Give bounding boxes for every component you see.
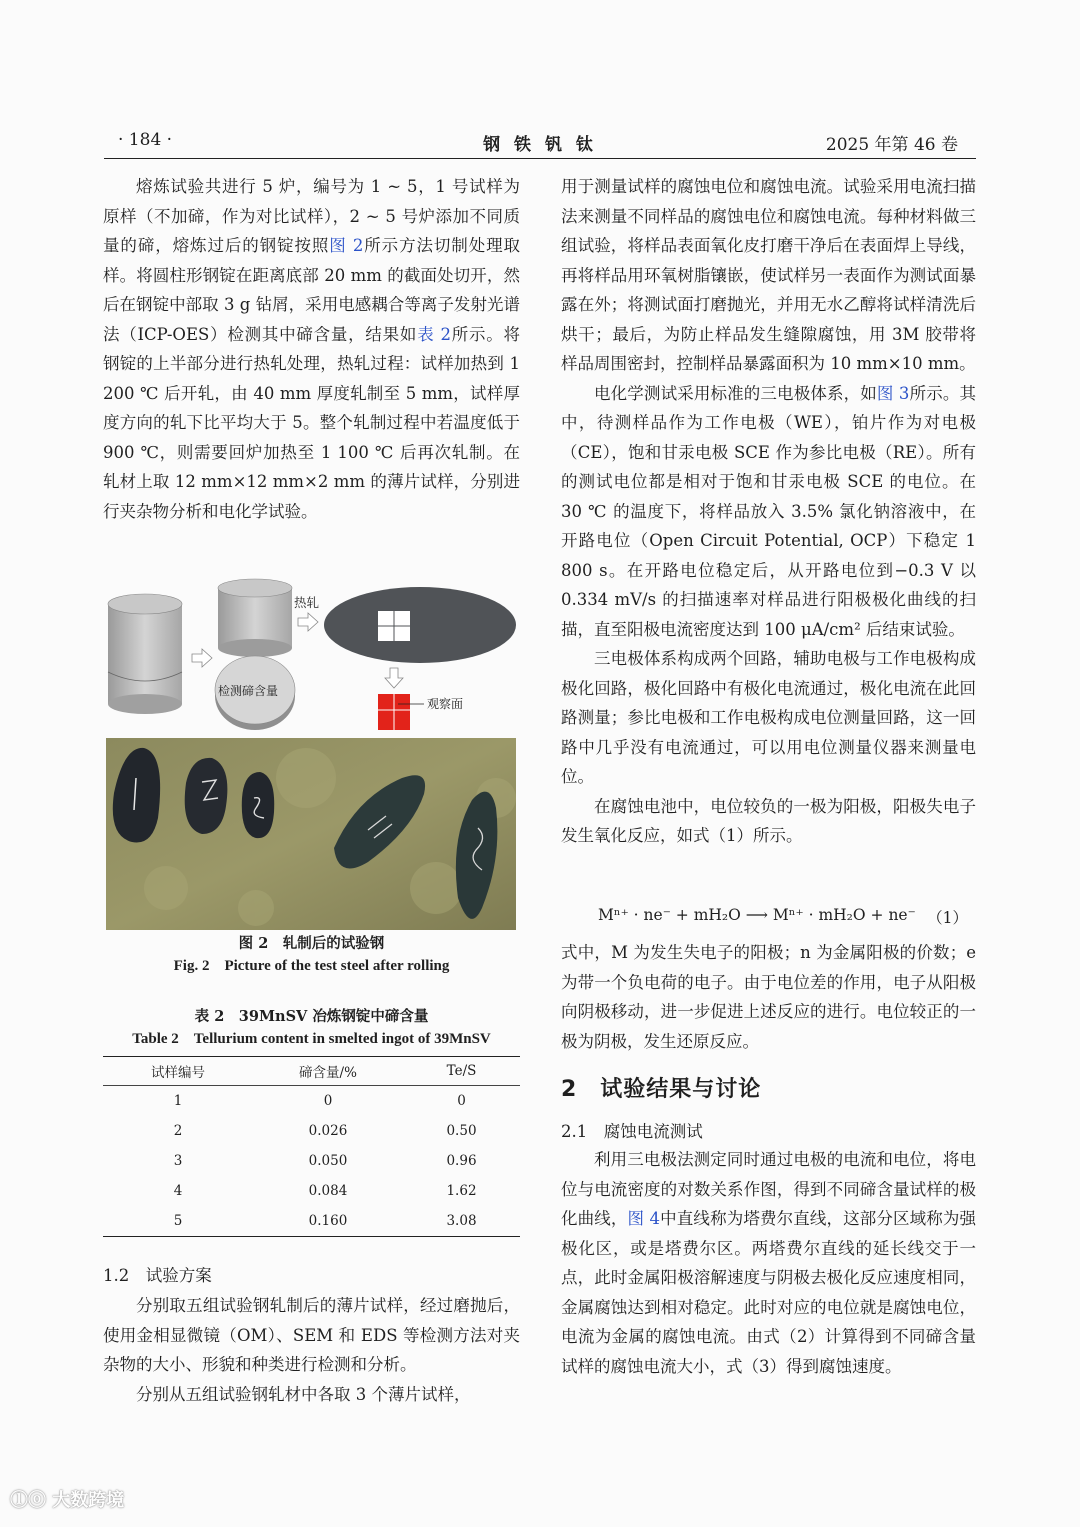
arrow-down-icon (385, 668, 403, 688)
observation-surface-label: 观察面 (427, 697, 464, 711)
figure-2-caption-en: Fig. 2 Picture of the test steel after rolling (173, 958, 450, 974)
table-row: 4 0.084 1.62 (173, 1183, 477, 1199)
right-column-text (561, 172, 976, 851)
arrow-right-icon (192, 649, 212, 667)
right-paragraph-6: 利用三电极法测定同时通过电极的电流和电位，将电位与电流密度的对数关系作图，得到不同碲含量试样的极化曲线，图 4中直线称为塔费尔直线，这部分区域称为强极化区，或是塔费尔区。两塔费尔直线的延长线交于一点，此时金属阳极溶解速度与阴极去极化反应速度相同，金属腐蚀达到相对稳定。此时对应的电位就是腐蚀电位，电流为金属的腐蚀电流。由式（2）计算得到不同碲含量试样的腐蚀电流大小，式（3）得到腐蚀速度。 (561, 1150, 977, 1376)
section-1-2-heading: 1.2 试验方案 (103, 1266, 212, 1285)
right-paragraph-3: 三电极体系构成两个回路，辅助电极与工作电极构成极化回路，极化回路中有极化电流通过，极化电流在此回路测量；参比电极和工作电极构成电位测量回路，这一回路中几乎没有电流通过，可以用电位测量仪器来测量电位。 (561, 649, 976, 786)
equation-1-number: （1） (927, 909, 968, 927)
ingot-cylinder (108, 594, 182, 714)
table-2-caption-en: Table 2 Tellurium content in smelted ingot of 39MnSV (132, 1031, 491, 1047)
header-te-s: Te/S (446, 1063, 477, 1079)
journal-title: 钢 铁 钒 钛 (483, 135, 597, 155)
table-header-row (103, 1057, 520, 1086)
left-paragraph-2: 分别取五组试验钢轧制后的薄片试样，经过磨抛后，使用金相显微镜（OM）、SEM 和 EDS 等检测方法对夹杂物的大小、形貌和种类进行检测和分析。 分别从五组试验钢轧材中各取 3 个薄片试样， (103, 1296, 520, 1404)
right-paragraph-1: 用于测量试样的腐蚀电位和腐蚀电流。试验采用电流扫描法来测量不同样品的腐蚀电位和腐蚀电流。每种材料做三组试验，将样品表面氧化皮打磨干净后在表面焊上导线，再将样品用环氧树脂镶嵌，使试样另一表面作为测试面暴露在外；将测试面打磨抛光，并用无水乙醇将试样清洗后烘干；最后，为防止样品发生缝隙腐蚀，用 3M 胶带将样品周围密封，控制样品暴露面积为 10 mm×10 mm。 (561, 177, 976, 373)
right-paragraph-2: 电化学测试采用标准的三电极体系，如图 3所示。其中，待测样品作为工作电极（WE），铂片作为对电极（CE），饱和甘汞电极 SCE 作为参比电极（RE）。所有的测试电位都是相对于饱和甘汞电极 SCE 的电位。在 30 ℃ 的温度下，将样品放入 3.5% 氯化钠溶液中，在开路电位（Open Circuit Potential, OCP）下稳定 1 800 s。在开路电位稳定后，从开路电位到−0.3 V 以 0.334 mV/s 的扫描速率对样品进行阳极极化曲线的扫描，直至阳极电流密度达到 100 μA/cm² 后结束试验。 (561, 383, 977, 639)
right-paragraph-5: 式中，M 为发生失电子的阳极；n 为金属阳极的价数；e 为带一个负电荷的电子。由于电位差的作用，电子从阳极向阴极移动，进一步促进上述反应的进行。电位较正的一极为阴极，发生还原反应。 (561, 943, 976, 1051)
header-te-content: 碲含量/% (299, 1065, 357, 1081)
section-2-1-heading: 2.1 腐蚀电流测试 (561, 1122, 703, 1141)
table-2-caption-cn: 表 2 39MnSV 冶炼钢锭中碲含量 (194, 1008, 429, 1025)
observation-sample (378, 694, 424, 730)
hot-rolling-label: 热轧 (294, 595, 320, 610)
equation-1 (598, 906, 976, 927)
header-sample-no: 试样编号 (151, 1065, 205, 1081)
equation-1-body: Mⁿ⁺ · ne⁻ + mH₂O ⟶ Mⁿ⁺ · mH₂O + ne⁻ (598, 906, 916, 924)
tellurium-table (103, 1056, 520, 1237)
sample-piece-2 (185, 758, 228, 834)
upper-half-cylinder (218, 579, 292, 657)
table-row: 2 0.026 0.50 (173, 1123, 477, 1139)
table-row: 3 0.050 0.96 (173, 1153, 477, 1169)
table-row: 1 0 0 (173, 1093, 466, 1109)
figure-2-link[interactable]: 图 2 (329, 236, 364, 255)
detect-tellurium-label: 检测碲含量 (218, 684, 279, 698)
rolled-plate (324, 587, 516, 663)
arrow-right-icon (298, 613, 318, 631)
right-paragraph-4: 在腐蚀电池中，电位较负的一极为阳极，阳极失电子发生氧化反应，如式（1）所示。 (561, 796, 976, 845)
figure-4-link[interactable]: 图 4 (627, 1209, 661, 1228)
rolling-diagram (106, 578, 516, 738)
table-row: 5 0.160 3.08 (173, 1213, 477, 1229)
watermark-logo-icon: ⓛⓞ (10, 1490, 53, 1511)
sample-piece-3 (242, 772, 274, 838)
rolled-samples-photo (106, 738, 516, 930)
page-number: · 184 · (118, 130, 173, 150)
table-2-link[interactable]: 表 2 (417, 324, 451, 344)
volume-info: 2025 年第 46 卷 (825, 135, 958, 155)
left-paragraph-1: 熔炼试验共进行 5 炉，编号为 1 ~ 5，1 号试样为原样（不加碲，作为对比试样），2 ~ 5 号炉添加不同质量的碲，熔炼过后的钢锭按照图 2所示方法切制处理取样。将圆柱形钢锭在距离底部 20 mm 的截面处切开，然后在钢锭中部取 3 g 钻屑，采用电感耦合等离子发射光谱法（ICP-OES）检测其中碲含量，结果如表 2所示。将钢锭的上半部分进行热轧处理，热轧过程：试样加热到 1 200 ℃ 后开轧，由 40 mm 厚度轧制至 5 mm，试样厚度方向的轧下比平均大于 5。整个轧制过程中若温度低于 900 ℃，则需要回炉加热至 1 100 ℃ 后再次轧制。在轧材上取 12 mm×12 mm×2 mm 的薄片试样，分别进行夹杂物分析和电化学试验。 (103, 177, 521, 521)
figure-3-link[interactable]: 图 3 (876, 383, 910, 403)
running-header (104, 128, 976, 159)
watermark: ⓛⓞ 大数跨境 (10, 1490, 125, 1511)
figure-2-caption-cn: 图 2 轧制后的试验钢 (238, 935, 385, 952)
section-2-heading: 2 试验结果与讨论 (561, 1077, 762, 1102)
figure-2 (106, 578, 516, 930)
